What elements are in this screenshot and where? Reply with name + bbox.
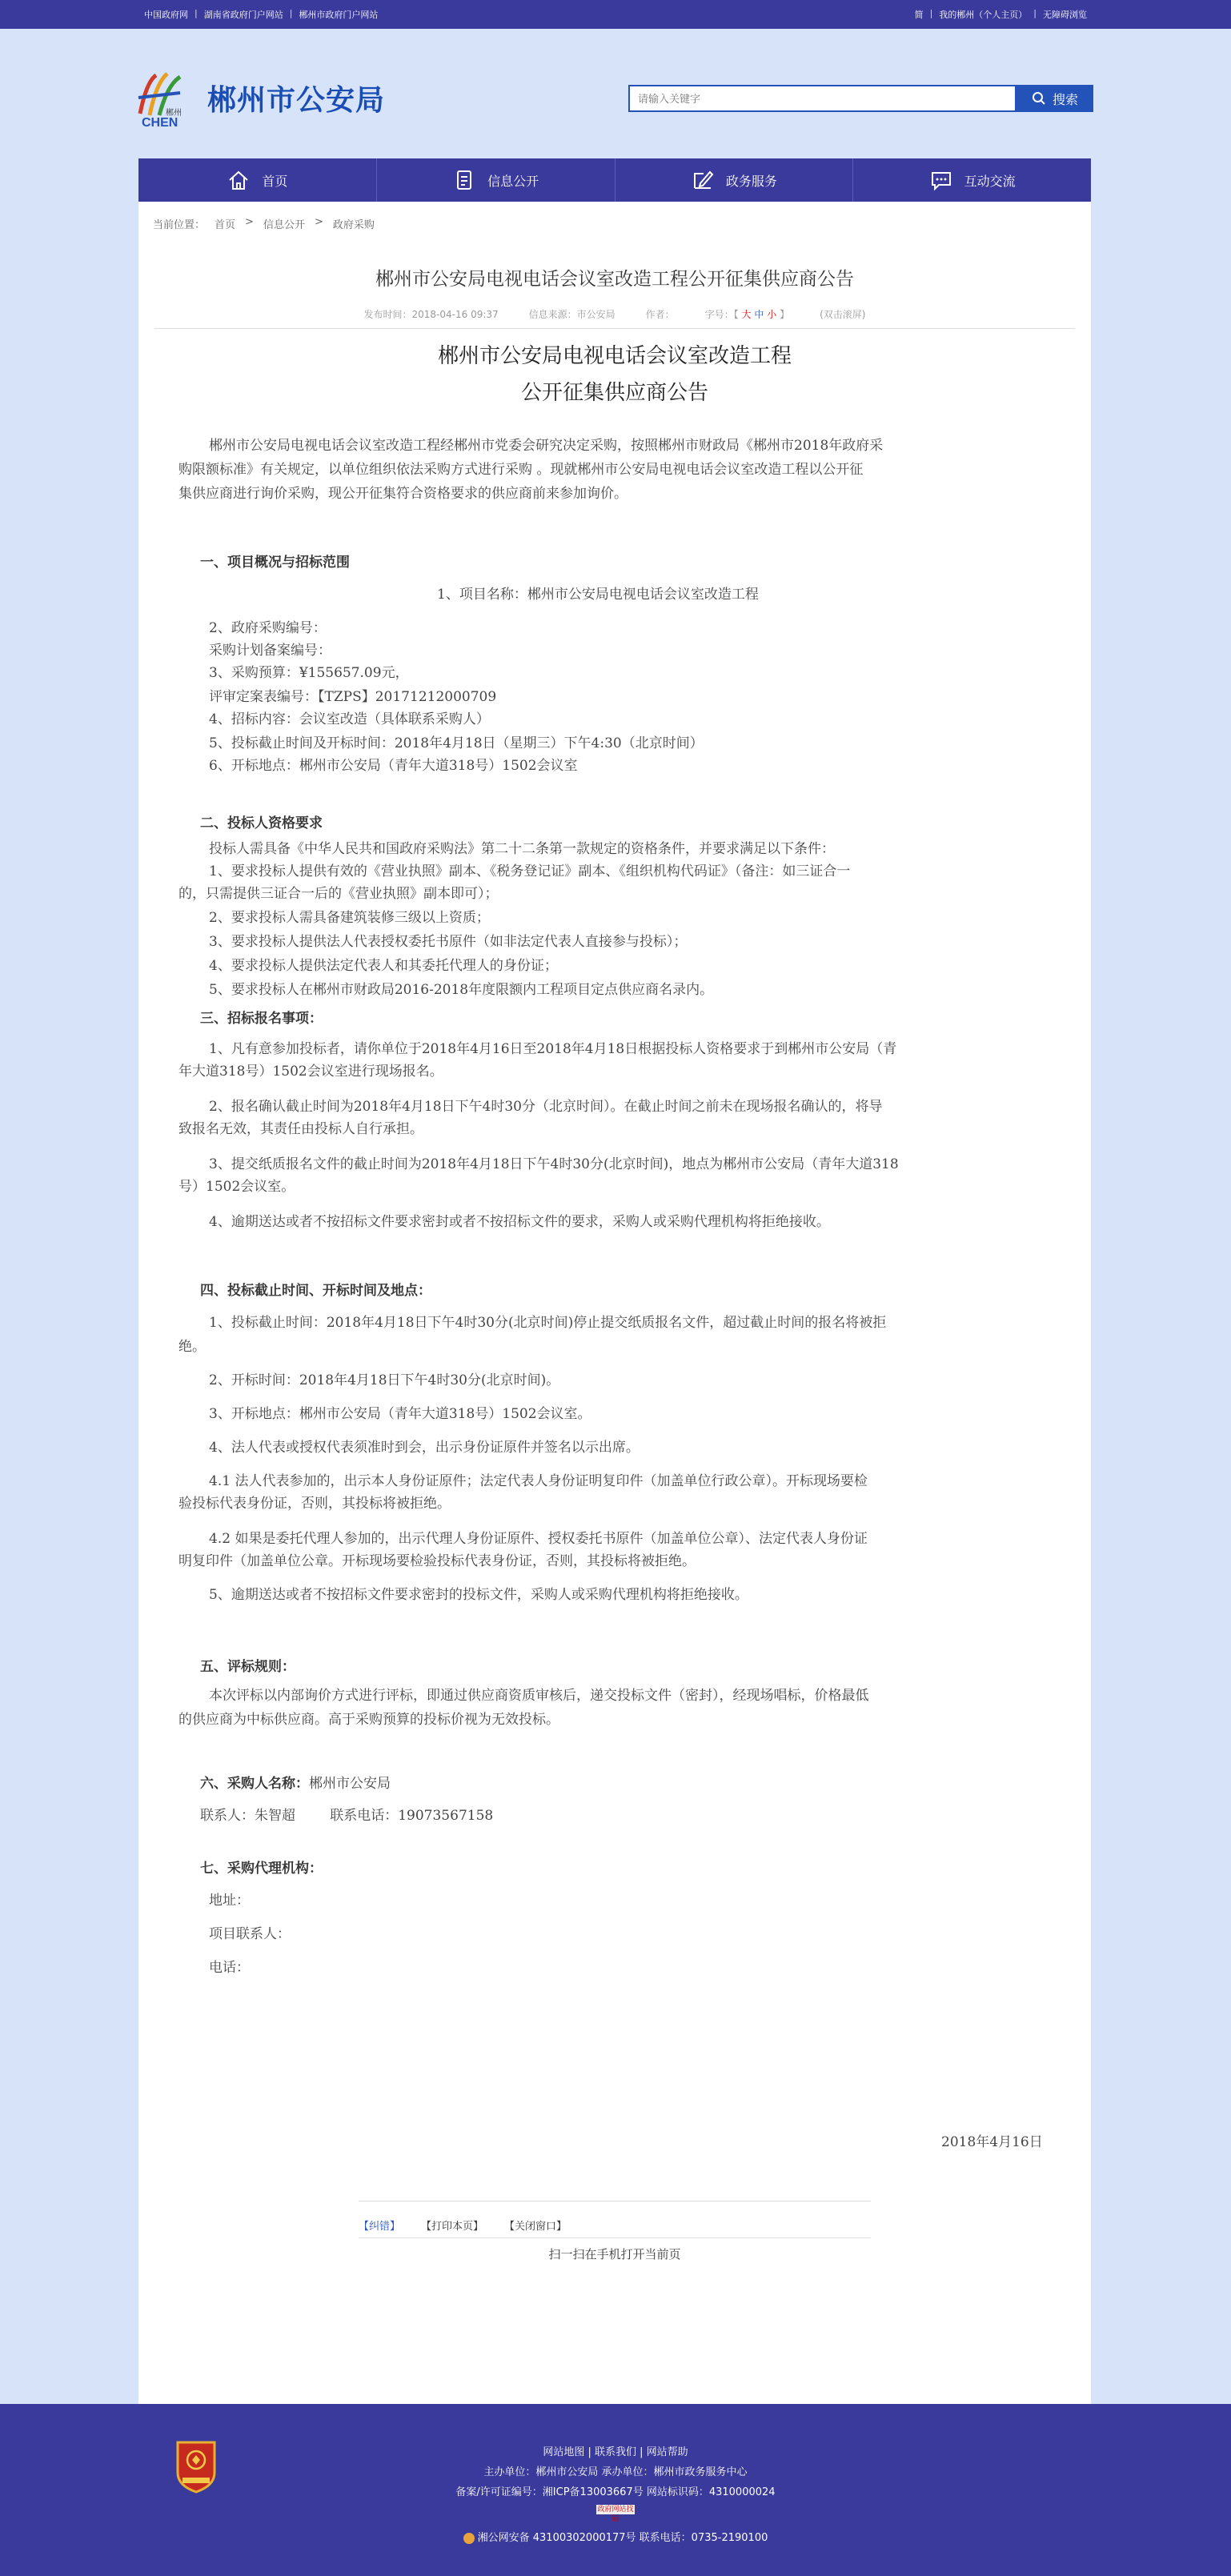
section-line: 3、采购预算：¥155657.09元，: [209, 665, 409, 681]
footer-host: 主办单位：郴州市公安局 承办单位：郴州市政务服务中心: [483, 2466, 748, 2478]
section-line: 4、逾期送达或者不按招标文件要求密封或者不按招标文件的要求，采购人或采购代理机构将拒绝接收。: [209, 1214, 830, 1230]
section-line: 本次评标以内部询价方式进行评标，即通过供应商资质审核后，递交投标文件（密封），经现场唱标，价格最低: [209, 1688, 869, 1704]
info-source: 信息来源：市公安局: [528, 309, 616, 320]
section-line: 4、招标内容：会议室改造（具体联系采购人）: [209, 711, 490, 727]
breadcrumb-sep: >: [314, 216, 323, 228]
main-nav: [138, 158, 1091, 202]
sign-date: 2018年4月16日: [941, 2134, 1043, 2150]
section-title-label: 六、采购人名称：: [200, 1776, 309, 1792]
link-hunan-gov[interactable]: 湖南省政府门户网站: [203, 10, 283, 20]
section-line: 年大道318号）1502会议室进行现场报名。: [178, 1064, 443, 1080]
nav-interaction-label: 互动交流: [964, 173, 1016, 189]
separator: |: [929, 8, 933, 18]
section-line: 4.2 如果是委托代理人参加的，出示代理人身份证原件、授权委托书原件（加盖单位公章）、法定代表人身份证: [209, 1531, 868, 1547]
section-line: 4、要求投标人提供法定代表人和其委托代理人的身份证；: [209, 958, 558, 974]
find-error-badge[interactable]: 政府网站找错: [597, 2506, 634, 2523]
intro-line: 郴州市公安局电视电话会议室改造工程经郴州市党委会研究决定采购，按照郴州市财政局《郴州市2018年政府采: [209, 438, 884, 454]
print-link[interactable]: 【打印本页】: [421, 2221, 484, 2233]
section-line: 3、开标地点：郴州市公安局（青年大道318号）1502会议室。: [209, 1406, 591, 1422]
section-title: 二、投标人资格要求: [200, 815, 323, 831]
section-line: 3、提交纸质报名文件的截止时间为2018年4月18日下午4时30分(北京时间)，地点为郴州市公安局（青年大道318: [209, 1156, 899, 1172]
section-line: 5、逾期送达或者不按招标文件要求密封的投标文件，采购人或采购代理机构将拒绝接收。: [209, 1587, 748, 1603]
article-meta: [138, 307, 1091, 321]
footer-police[interactable]: 湘公网安备 43100302000177号 联系电话：0735-2190100: [477, 2532, 768, 2544]
breadcrumb-home[interactable]: 首页: [215, 219, 236, 231]
title-divider: [154, 328, 1075, 329]
breadcrumb-procurement[interactable]: 政府采购: [332, 219, 375, 231]
qr-scan-text: 扫一扫在手机打开当前页: [548, 2247, 681, 2262]
section-line: 地址：: [209, 1893, 250, 1909]
section-line: 的供应商为中标供应商。高于采购预算的投标价视为无效投标。: [178, 1712, 559, 1728]
search-button-label: 搜索: [1052, 93, 1078, 107]
footer-info: [0, 2442, 1231, 2548]
section-line: 号）1502会议室。: [178, 1179, 295, 1195]
search-icon: [1032, 91, 1046, 106]
font-mid-button[interactable]: 中: [754, 309, 764, 320]
nav-interaction[interactable]: [853, 158, 1091, 202]
logo-title: 郴州市公安局: [207, 83, 386, 117]
body-title-line2: 公开征集供应商公告: [520, 381, 708, 405]
separator: |: [289, 8, 293, 18]
site-logo[interactable]: [132, 61, 452, 134]
logo-sub-text: CHEN: [142, 116, 178, 130]
section-title: 七、采购代理机构：: [200, 1861, 323, 1877]
nav-gov-service-label: 政务服务: [725, 173, 777, 189]
article-title: 郴州市公安局电视电话会议室改造工程公开征集供应商公告: [375, 269, 854, 290]
section-line: 项目联系人：: [209, 1926, 291, 1942]
section-line: 1、要求投标人提供有效的《营业执照》副本、《税务登记证》副本、《组织机构代码证》（备注：如三证合一: [209, 863, 851, 879]
article-tools: [359, 2201, 871, 2233]
font-size-control: [705, 307, 789, 321]
section-line: 采购计划备案编号：: [209, 643, 331, 659]
document-icon: [452, 168, 476, 192]
top-right-links: [915, 8, 1087, 21]
footer-icp[interactable]: 备案/许可证编号：湘ICP备13003667号 网站标识码：4310000024: [455, 2486, 776, 2498]
breadcrumb: [153, 216, 375, 231]
link-my-chenzhou[interactable]: 我的郴州（个人主页）: [939, 10, 1028, 20]
bracket-open: 【: [733, 309, 739, 320]
section-line: 1、投标截止时间：2018年4月18日下午4时30分(北京时间)停止提交纸质报名文件，超过截止时间的报名将被拒: [209, 1315, 887, 1331]
font-small-button[interactable]: 小: [767, 309, 777, 320]
section-line: 4、法人代表或授权代表须准时到会，出示身份证原件并签名以示出席。: [209, 1440, 640, 1456]
breadcrumb-sep: >: [245, 216, 254, 228]
close-window-link[interactable]: 【关闭窗口】: [504, 2221, 567, 2233]
intro-line: 集供应商进行询价采购，现公开征集符合资格要求的供应商前来参加询价。: [178, 486, 628, 502]
main-content: [138, 202, 1091, 2404]
section-title: 三、招标报名事项：: [200, 1011, 323, 1027]
error-report-link[interactable]: 【纠错】: [359, 2221, 401, 2233]
link-chenzhou-gov[interactable]: 郴州市政府门户网站: [299, 10, 379, 20]
section-line: 5、投标截止时间及开标时间：2018年4月18日（星期三）下午4:30（北京时间）: [209, 735, 704, 751]
search-input[interactable]: [628, 85, 1016, 112]
logo-small-text: 郴州: [166, 109, 182, 118]
section-title: 五、评标规则：: [200, 1659, 295, 1675]
author: 作者：: [645, 309, 675, 320]
top-bar: [0, 0, 1231, 29]
section-line: 1、凡有意参加投标者，请你单位于2018年4月16日至2018年4月18日根据投标人资格要求于到郴州市公安局（青: [209, 1041, 897, 1057]
nav-gov-service[interactable]: [616, 158, 854, 202]
home-icon: [227, 168, 251, 192]
separator: |: [194, 8, 198, 18]
section-line: 3、要求投标人提供法人代表授权委托书原件（如非法定代表人直接参与投标）；: [209, 934, 688, 950]
section-title: [200, 1772, 391, 1796]
dblclick-scroll: (双击滚屏): [820, 309, 866, 320]
nav-home-label: 首页: [262, 173, 288, 189]
section-line: 2、政府采购编号：: [209, 620, 327, 636]
link-gov-cn[interactable]: 中国政府网: [144, 10, 188, 20]
section-line: 投标人需具备《中华人民共和国政府采购法》第二十二条第一款规定的资格条件，并要求满足以下条件：: [209, 841, 835, 857]
publish-time: 发布时间：2018-04-16 09:37: [363, 309, 499, 320]
police-badge-icon: [463, 2533, 475, 2544]
search-button[interactable]: [1016, 85, 1093, 112]
site-footer: [0, 2404, 1231, 2576]
edit-icon: [691, 168, 715, 192]
nav-info-public[interactable]: [377, 158, 616, 202]
section-title: 四、投标截止时间、开标时间及地点：: [200, 1283, 431, 1299]
nav-info-public-label: 信息公开: [487, 173, 539, 189]
section-line: 2、要求投标人需具备建筑装修三级以上资质；: [209, 910, 490, 926]
section-line: 联系人：朱智超 联系电话：19073567158: [200, 1808, 494, 1824]
footer-links[interactable]: 网站地图 | 联系我们 | 网站帮助: [543, 2446, 688, 2458]
section-line: 5、要求投标人在郴州市财政局2016-2018年度限额内工程项目定点供应商名录内。: [209, 982, 714, 998]
link-simplified[interactable]: 简: [914, 10, 924, 20]
font-big-button[interactable]: 大: [741, 309, 752, 320]
section-line: 6、开标地点：郴州市公安局（青年大道318号）1502会议室: [209, 758, 578, 774]
chat-icon: [929, 168, 953, 192]
section-line: 验投标代表身份证，否则，其投标将被拒绝。: [178, 1496, 451, 1512]
intro-line: 购限额标准》有关规定，以单位组织依法采购方式进行采购 。现就郴州市公安局电视电话会议室改造工程以公开征: [178, 462, 864, 478]
section-line: 的，只需提供三证合一后的《营业执照》副本即可）；: [178, 886, 499, 902]
font-size-label: 字号：: [704, 309, 734, 320]
section-line: 2、报名确认截止时间为2018年4月18日下午4时30分（北京时间）。在截止时间之前未在现场报名确认的，将导: [209, 1099, 883, 1115]
search-box: [628, 85, 1093, 112]
nav-home[interactable]: [138, 158, 377, 202]
section-line: 4.1 法人代表参加的，出示本人身份证原件；法定代表人身份证明复印件（加盖单位行政公章）。开标现场要检: [209, 1473, 868, 1489]
site-header: [132, 61, 1093, 134]
link-accessibility[interactable]: 无障碍浏览: [1043, 10, 1087, 20]
section-line: 电话：: [209, 1960, 250, 1976]
body-title-line1: 郴州市公安局电视电话会议室改造工程: [437, 344, 792, 368]
tools-divider: [359, 2237, 871, 2238]
section-title: 一、项目概况与招标范围: [200, 555, 350, 571]
section-line: 绝。: [178, 1339, 206, 1355]
purchaser-name: 郴州市公安局: [309, 1776, 391, 1792]
logo-emblem-icon: [132, 66, 196, 130]
section-line: 明复印件（加盖单位公章。开标现场要检验投标代表身份证，否则，其投标将被拒绝。: [178, 1553, 696, 1569]
section-line: 致报名无效，其责任由投标人自行承担。: [178, 1121, 423, 1137]
body-title: [138, 338, 1091, 411]
section-line: 1、项目名称：郴州市公安局电视电话会议室改造工程: [437, 587, 759, 603]
breadcrumb-info[interactable]: 信息公开: [263, 219, 305, 231]
breadcrumb-prefix: 当前位置：: [153, 219, 206, 231]
section-line: 评审定案表编号：【TZPS】20171212000709: [209, 689, 497, 705]
separator: |: [1033, 8, 1037, 18]
section-line: 2、开标时间：2018年4月18日下午4时30分(北京时间)。: [209, 1372, 560, 1388]
top-left-links: [144, 8, 378, 21]
bracket-close: 】: [780, 309, 790, 320]
